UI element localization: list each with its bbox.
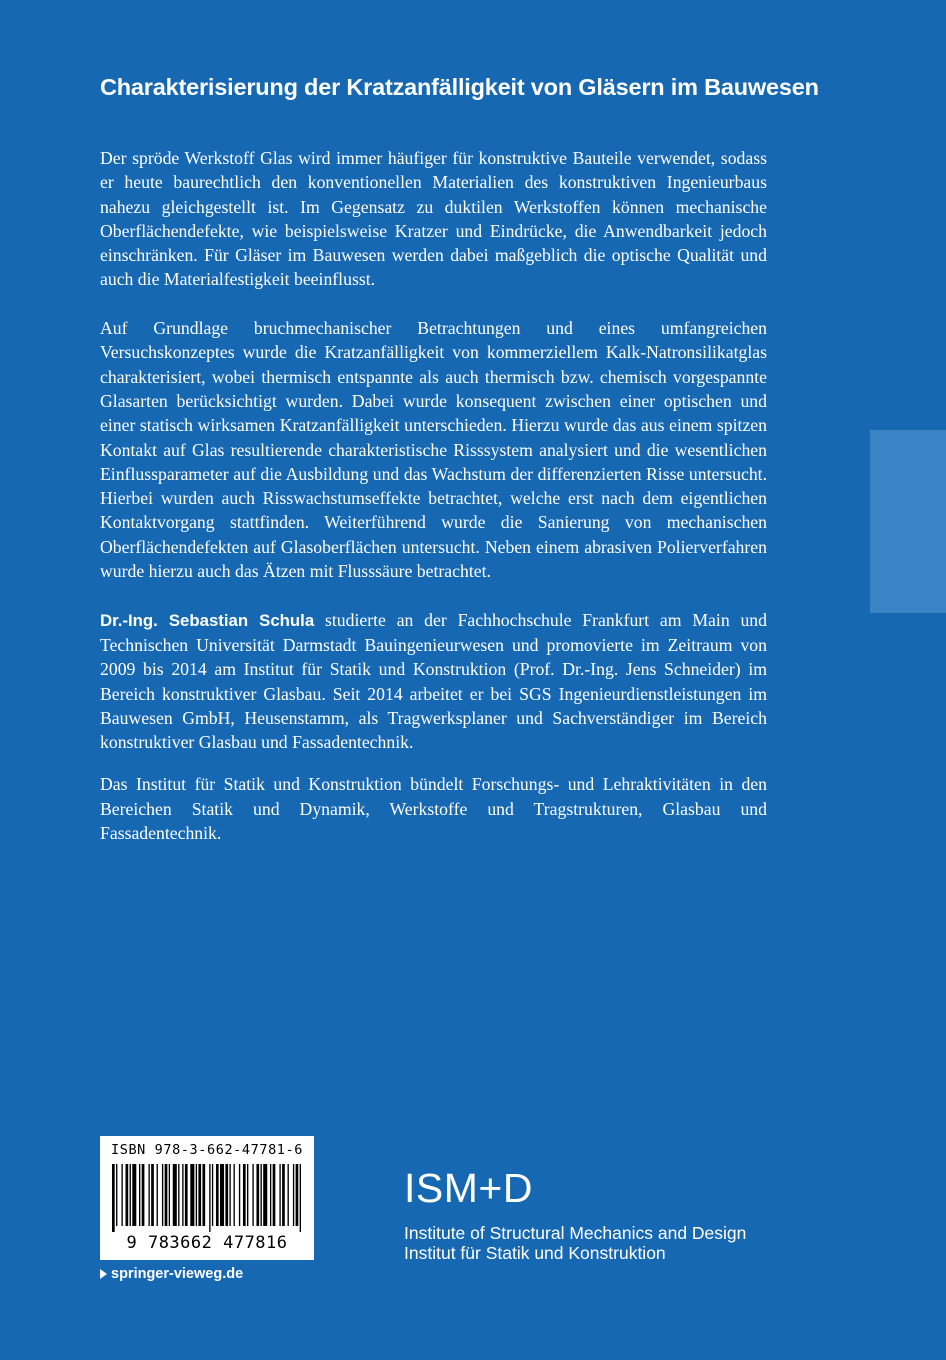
barcode-bar [126,1164,129,1226]
barcode-bar [273,1164,276,1226]
barcode-bar [243,1164,246,1226]
barcode-bar [212,1164,213,1226]
abstract-paragraph-2: Auf Grundlage bruchmechanischer Betrachtungen und eines umfangreichen Versuchskonzeptes wurde die Kratzanfälligkeit von kommerziellem Kalk-Natronsilikatglas charakterisiert, wobei thermisch entspannte als auch thermisch bzw. chemisch vorgespannte Glasarten berücksichtigt wurden. Dabei wurde konsequent zwischen einer optischen und einer statisch wirksamen Kratzanfälligkeit unterschieden. Hierzu wurde das aus einem spitzen Kontakt auf Glas resultierende charakteristische Risssystem analysiert und die wesentlichen Einflussparameter auf die Ausbildung und das Wachstum der differenzierten Risse untersucht. Hierbei wurden auch Risswachstumseffekte betrachtet, welche erst nach dem eigentlichen Kontaktvorgang stattfinden. Weiterführend wurde die Sanierung von mechanischen Oberflächendefekten auf Glasoberflächen untersucht. Neben einem abrasiven Polierverfahren wurde hierzu auch das Ätzen mit Flusssäure betrachtet. [100,318,767,582]
barcode-bar [151,1164,154,1226]
barcode-bar [121,1164,122,1226]
body-text [100,146,767,870]
barcode-bar [196,1164,197,1226]
book-title: Charakterisierung der Kratzanfälligkeit von Gläsern im Bauwesen [100,74,819,100]
barcode-bar [220,1164,224,1226]
barcode-bar [270,1164,271,1226]
author-bio: studierte an der Fachhochschule Frankfurt am Main und Technischen Universität Darmstadt Bauingenieurwesen und promovierte im Zeitraum von 2009 bis 2014 am Institut für Statik und Konstruktion (Prof. Dr.-Ing. Jens Schneider) im Bereich konstruktiver Glasbau. Seit 2014 arbeitet er bei SGS Ingenieurdienstleistungen im Bauwesen GmbH, Heusenstamm, als Tragwerksplaner und Sachverständiger im Bereich konstruktiver Glasbau und Fassadentechnik. [100,609,767,753]
barcode-bar [300,1164,301,1232]
abstract-paragraph-1: Der spröde Werkstoff Glas wird immer häufiger für konstruktive Bauteile verwendet, sodass er heute baurechtlich den konventionellen Materialien des konstruktiven Ingenieurbaus nahezu gleichgestellt ist. Im Gegensatz zu duktilen Werkstoffen können mechanische Oberflächendefekte, wie beispielsweise Kratzer und Eindrücke, die Anwendbarkeit jedoch einschränken. Für Gläser im Bauwesen werden dabei maßgeblich die optische Qualität und auch die Materialfestigkeit beeinflusst. [100,148,767,290]
barcode-bar [178,1164,179,1226]
barcode-digits: 9 783662 477816 [126,1233,288,1253]
barcode-bar [139,1164,140,1226]
barcode-bar [279,1164,280,1226]
barcode [100,1136,314,1260]
barcode-bar [112,1164,115,1232]
institute-paragraph: Das Institut für Statik und Konstruktion bündelt Forschungs- und Lehraktivitäten in den Bereichen Statik und Dynamik, Werkstoffe und Tragstrukturen, Glasbau und Fassadentechnik. [100,774,767,844]
barcode-bar [263,1164,267,1226]
barcode-bar [252,1164,253,1226]
barcode-bar [173,1164,177,1226]
barcode-bar [148,1164,149,1226]
institute-name-de: Institut für Statik und Konstruktion [404,1243,666,1263]
author-paragraph [100,608,767,755]
barcode-bar [293,1164,294,1226]
barcode-bar [132,1164,136,1226]
barcode-bar [239,1164,240,1226]
barcode-bars [104,1164,310,1232]
barcode-bar [288,1164,289,1226]
barcode-bar [229,1164,230,1226]
barcode-bar [142,1164,145,1226]
barcode-bar [256,1164,259,1226]
barcode-bar [130,1164,131,1226]
barcode-bar [185,1164,188,1226]
arrow-icon [100,1269,107,1279]
barcode-bar [116,1164,117,1226]
barcode-bar [165,1164,168,1226]
ismd-logo: ISM+D [404,1165,533,1211]
side-tab [870,430,946,613]
barcode-bar [198,1164,201,1226]
barcode-bar [216,1164,219,1226]
barcode-bar [190,1164,194,1226]
barcode-bar [209,1164,210,1232]
institute-name-en: Institute of Structural Mechanics and Design [404,1223,747,1243]
barcode-bar [234,1164,235,1226]
barcode-bar [157,1164,158,1226]
barcode-bar [202,1164,205,1226]
website-text: springer-vieweg.de [111,1266,244,1282]
barcode-bar [225,1164,228,1226]
barcode-bar [182,1164,183,1226]
author-name: Dr.-Ing. Sebastian Schula [100,610,315,630]
website-link[interactable] [100,1266,243,1282]
isbn-label: ISBN 978-3-662-47781-6 [110,1142,303,1158]
barcode-bar [261,1164,262,1226]
barcode-bar [247,1164,248,1226]
barcode-bar [282,1164,285,1226]
barcode-bar [296,1164,299,1226]
barcode-bar [169,1164,170,1226]
barcode-bar [162,1164,163,1226]
